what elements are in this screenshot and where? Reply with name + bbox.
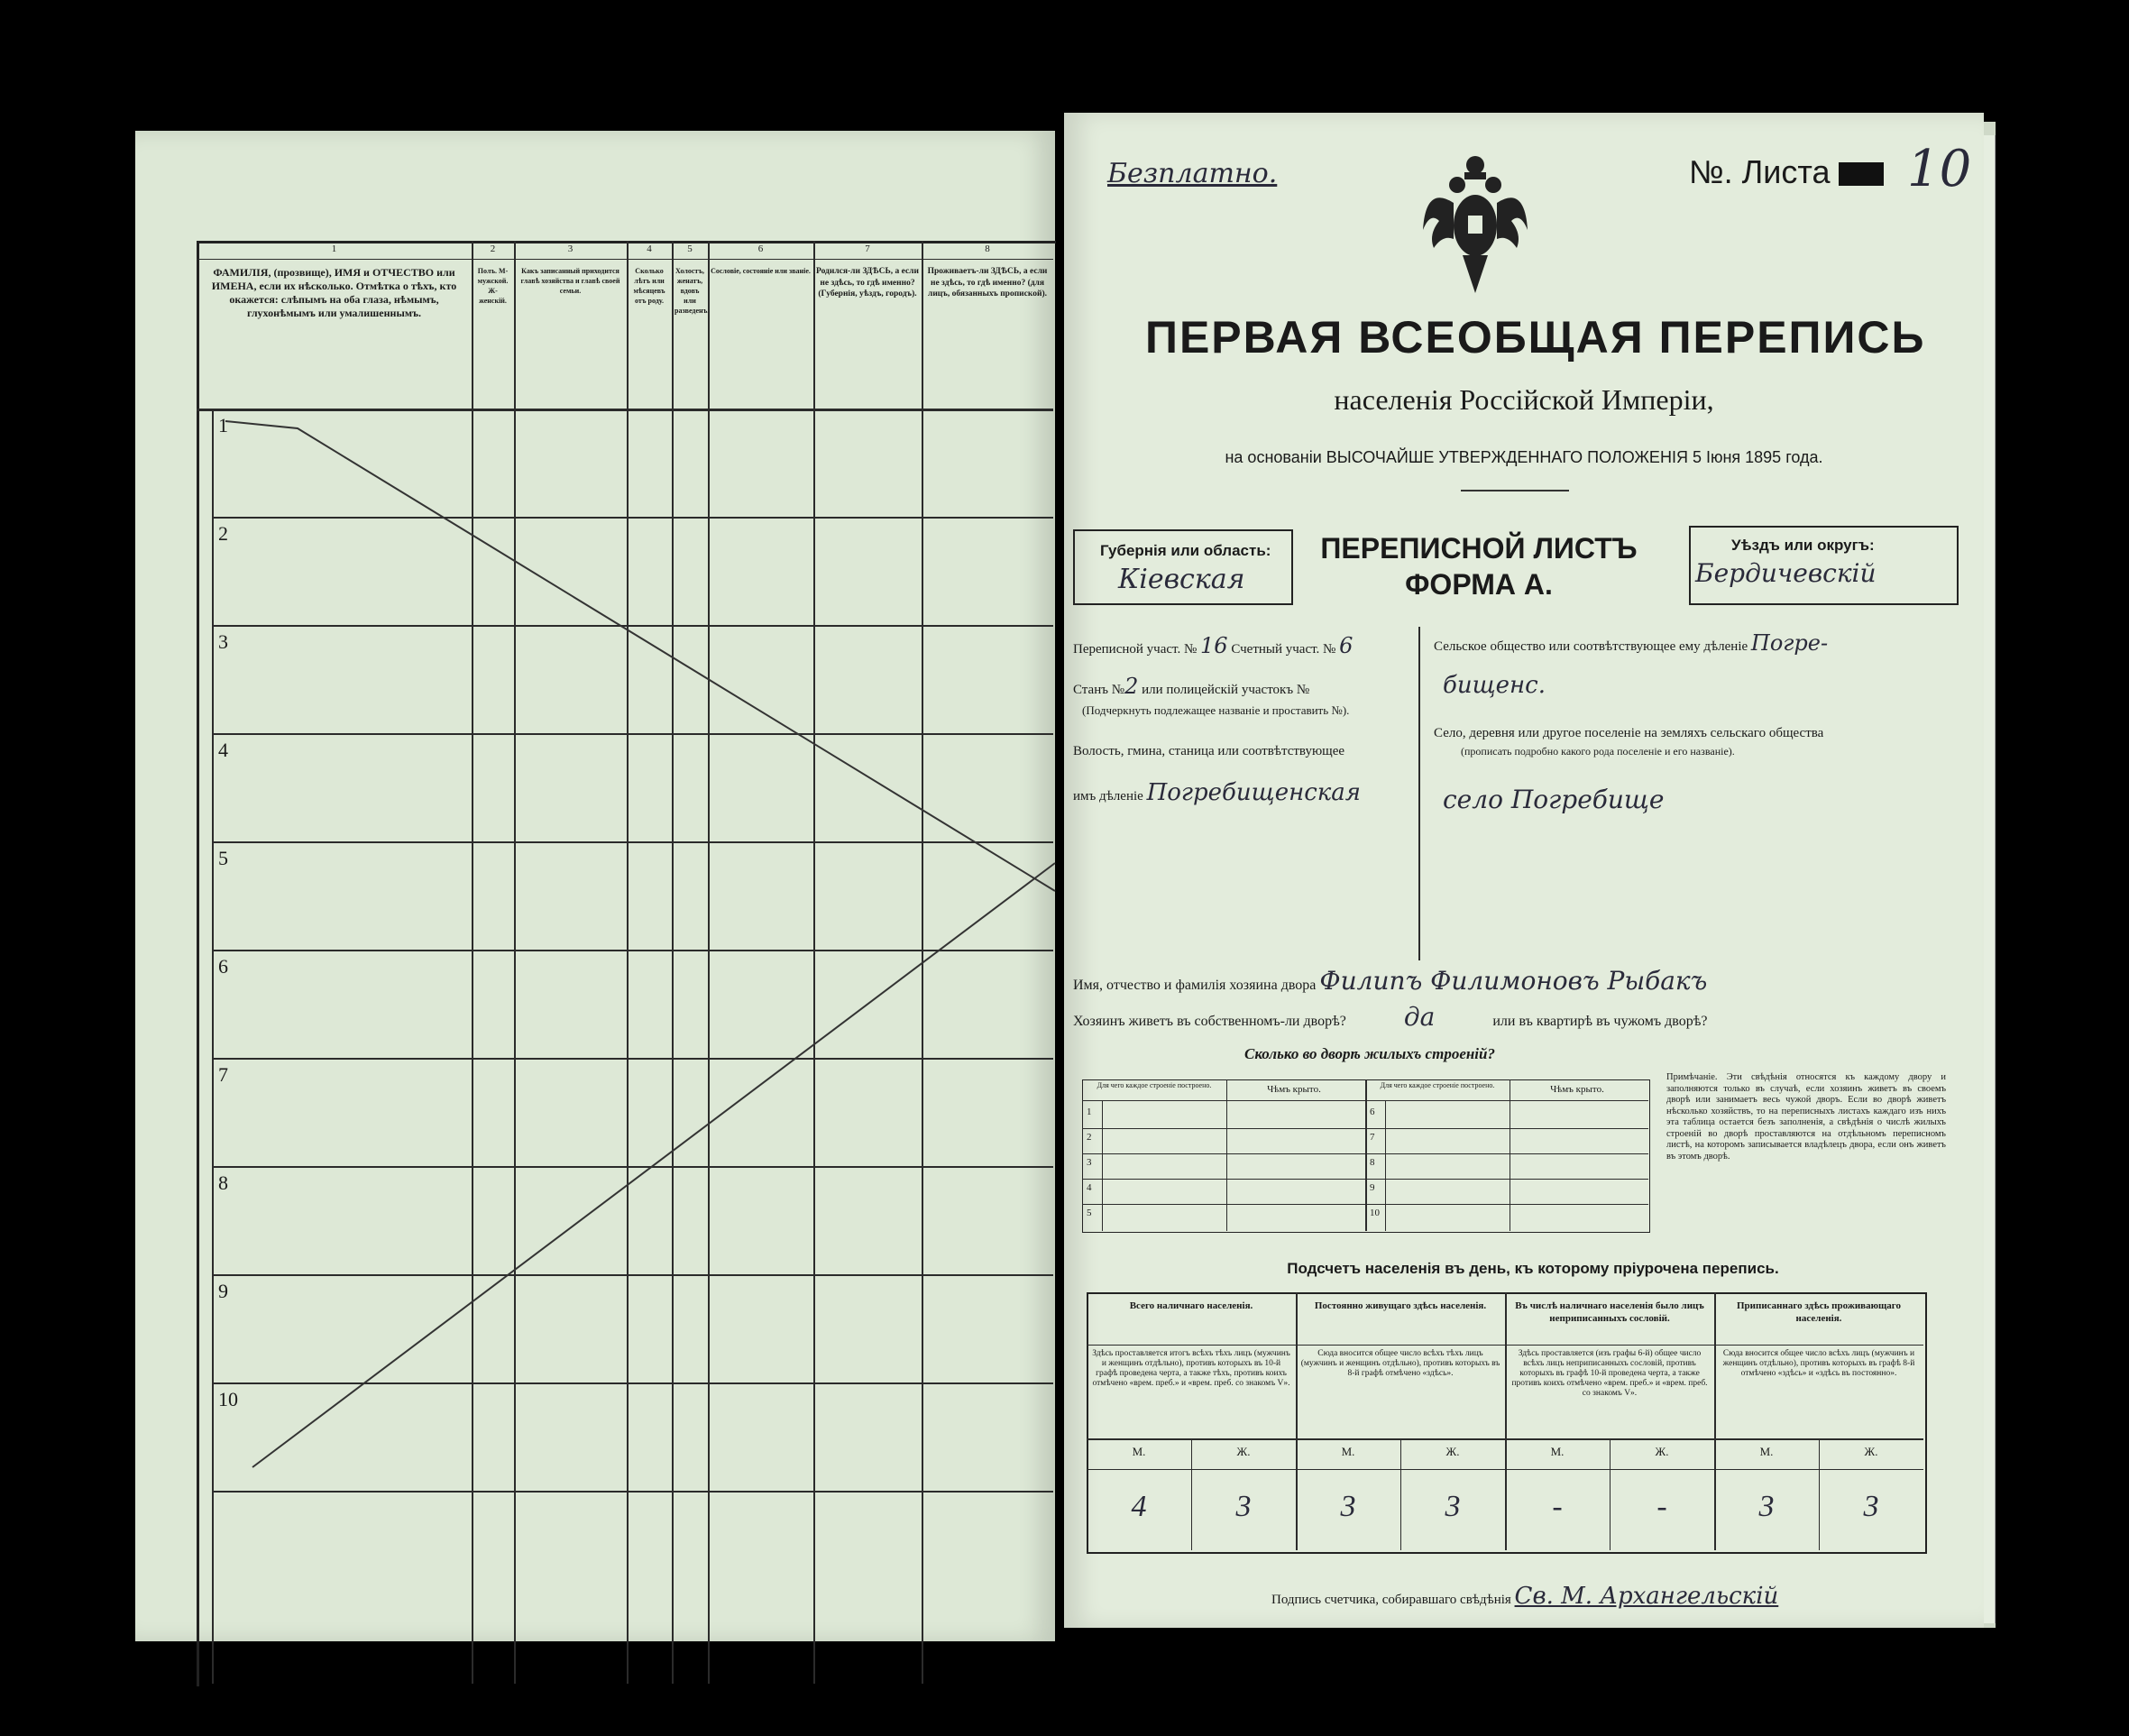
row-number: 10 bbox=[218, 1388, 238, 1410]
row-number: 3 bbox=[218, 630, 228, 653]
gubernia-label: Губернія или область: bbox=[1100, 542, 1271, 559]
building-row-number: 10 bbox=[1370, 1208, 1380, 1218]
count-value: - bbox=[1552, 1490, 1563, 1523]
building-row-number: 7 bbox=[1370, 1132, 1375, 1143]
left-page bbox=[135, 131, 1055, 1641]
buildings-label: Сколько во дворѣ жилыхъ строеній? bbox=[1244, 1045, 1495, 1062]
row-number: 6 bbox=[218, 955, 228, 978]
legal-basis: на основаніи ВЫСОЧАЙШЕ УТВЕРЖДЕННАГО ПОЛОЖЕНІЯ 5 Іюня 1895 года. bbox=[1225, 448, 1823, 466]
column-header: Родился-ли ЗДѢСЬ, а если не здѣсь, то гдѣ именно? (Губернія, уѣздъ, городъ). bbox=[816, 267, 919, 299]
building-row-number: 5 bbox=[1087, 1208, 1092, 1218]
sex-label: М. bbox=[1550, 1445, 1565, 1458]
lives-field: Хозяинъ живетъ въ собственномъ-ли дворѣ? да или въ квартирѣ въ чужомъ дворѣ? bbox=[1073, 1002, 1708, 1032]
stan-field: Станъ №2 или полицейскій участокъ № bbox=[1073, 674, 1310, 699]
uchastok-field: Переписной участ. № 16 Счетный участ. № 6 bbox=[1073, 633, 1354, 658]
count-value: 3 bbox=[1235, 1490, 1252, 1523]
column-header: Сколько лѣтъ или мѣсяцевъ отъ роду. bbox=[633, 267, 665, 305]
row-number: 1 bbox=[218, 414, 228, 436]
column-number: 6 bbox=[757, 243, 764, 254]
row-number: 5 bbox=[218, 847, 228, 869]
selo-note: (прописать подробно какого рода поселеніе и его названіе). bbox=[1461, 745, 1735, 758]
column-header: Сословіе, состояніе или званіе. bbox=[711, 267, 811, 275]
building-row-number: 3 bbox=[1087, 1157, 1092, 1168]
column-number: 7 bbox=[865, 243, 870, 254]
census-subtitle: населенія Россійской Имперіи, bbox=[1334, 383, 1714, 416]
sex-label: Ж. bbox=[1655, 1445, 1669, 1458]
redaction-block bbox=[1839, 162, 1884, 186]
buildings-note: Примѣчаніе. Эти свѣдѣнія относятся къ каждому двору и заполняются только въ случаѣ, если хозяинъ живетъ въ своемъ дворѣ или занимаетъ весь чужой дворъ. Если во дворѣ живетъ нѣсколько хозяйствъ, то на переписныхъ листахъ каждаго изъ нихъ эта таблица остается безъ заполненія, а свѣдѣнія о числѣ жилыхъ строеній во дворѣ проставляются на отдѣльномъ переписномъ листѣ, на которомъ записывается владѣлецъ двора, если онъ живетъ въ этомъ дворѣ. bbox=[1666, 1072, 1946, 1162]
obshchestvo-value-cont: бищенс. bbox=[1443, 672, 1546, 699]
count-group-desc: Здѣсь проставляется итогъ всѣхъ тѣхъ лицъ (мужчинъ и женщинъ отдѣльно), противъ которыхъ въ 10-й графѣ проведена черта, а также тѣхъ, противъ коихъ отмѣчено «врем. преб.» и «врем. преб. со знакомъ V». bbox=[1092, 1349, 1290, 1388]
count-group-head: Приписаннаго здѣсь проживающаго населенія. bbox=[1736, 1300, 1902, 1324]
stan-note: (Подчеркнуть подлежащее названіе и проставить №). bbox=[1082, 703, 1350, 717]
building-row-number: 9 bbox=[1370, 1182, 1375, 1193]
count-value: 3 bbox=[1758, 1490, 1775, 1523]
count-value: 3 bbox=[1863, 1490, 1879, 1523]
row-number: 2 bbox=[218, 522, 228, 545]
double-headed-eagle-emblem bbox=[1421, 149, 1529, 302]
column-header: Холостъ, женатъ, вдовъ или разведенъ. bbox=[674, 267, 710, 315]
count-group-head: Постоянно живущаго здѣсь населенія. bbox=[1314, 1300, 1487, 1311]
census-title: ПЕРВАЯ ВСЕОБЩАЯ ПЕРЕПИСЬ bbox=[1145, 312, 1926, 363]
row-number: 8 bbox=[218, 1171, 228, 1194]
sheet-number-handwritten: 10 bbox=[1907, 140, 1972, 198]
sex-label: Ж. bbox=[1445, 1445, 1460, 1458]
count-title: Подсчетъ населенія въ день, къ которому пріурочена перепись. bbox=[1287, 1260, 1779, 1277]
column-header: Проживаетъ-ли ЗДѢСЬ, а если не здѣсь, то гдѣ именно? (для лицъ, обязанныхъ пропиской). bbox=[927, 267, 1048, 299]
signature-field: Подпись счетчика, собиравшаго свѣдѣнія Св. М. Архангельскій bbox=[1271, 1583, 1779, 1610]
column-number: 1 bbox=[331, 243, 337, 254]
column-number: 2 bbox=[490, 243, 496, 254]
building-purpose-head: Для чего каждое строеніе построено. bbox=[1097, 1081, 1212, 1089]
column-number: 8 bbox=[985, 243, 990, 254]
volost-field: имъ дѣленіе Погребищенская bbox=[1073, 779, 1362, 806]
volost-label: Волость, гмина, станица или соотвѣтствующее bbox=[1073, 744, 1345, 758]
right-page bbox=[1064, 113, 1984, 1628]
building-row-number: 1 bbox=[1087, 1107, 1092, 1117]
building-roof-head: Чѣмъ крыто. bbox=[1267, 1084, 1321, 1095]
column-header: ФАМИЛІЯ, (прозвище), ИМЯ и ОТЧЕСТВО или ИМЕНА, если их нѣсколько. Отмѣтка о тѣхъ, кто окажется: слѣпымъ на оба глаза, нѣмымъ, глухонѣмымъ или умалишеннымъ. bbox=[211, 266, 457, 319]
gubernia-value: Кіевская bbox=[1118, 564, 1245, 595]
column-number: 3 bbox=[567, 243, 574, 254]
count-group-desc: Здѣсь проставляется (изъ графы 6-й) общее число всѣхъ лицъ неприписанныхъ сословій, противъ которыхъ въ графѣ 10-й проведена черта, а также противъ коихъ отмѣчено «врем. преб.» и «врем. преб. со знакомъ V». bbox=[1511, 1349, 1708, 1398]
building-roof-head: Чѣмъ крыто. bbox=[1550, 1084, 1604, 1095]
column-header: Какъ записанный приходится главѣ хозяйства и главѣ своей семьи. bbox=[520, 267, 620, 295]
count-value: - bbox=[1656, 1490, 1667, 1523]
obshchestvo-field: Сельское общество или соотвѣтствующее ему дѣленіе Погре- bbox=[1434, 630, 1829, 656]
row-number: 4 bbox=[218, 739, 228, 761]
count-value: 3 bbox=[1340, 1490, 1356, 1523]
selo-label: Село, деревня или другое поселеніе на земляхъ сельскаго общества bbox=[1434, 726, 1824, 740]
building-row-number: 6 bbox=[1370, 1107, 1375, 1117]
sheet-type: ПЕРЕПИСНОЙ ЛИСТЪ bbox=[1320, 532, 1638, 565]
sex-label: Ж. bbox=[1236, 1445, 1251, 1458]
row-number: 7 bbox=[218, 1063, 228, 1086]
row-number: 9 bbox=[218, 1280, 228, 1302]
count-value: 3 bbox=[1445, 1490, 1461, 1523]
count-group-head: Въ числѣ наличнаго населенія было лицъ неприписанныхъ сословій. bbox=[1515, 1300, 1704, 1324]
sheet-number-label: №. Листа bbox=[1689, 153, 1884, 191]
ornament-divider bbox=[1461, 490, 1569, 491]
uezd-label: Уѣздъ или округъ: bbox=[1731, 537, 1875, 554]
column-header: Полъ. М-мужской. Ж-женскій. bbox=[477, 267, 509, 305]
column-number: 5 bbox=[687, 243, 693, 254]
free-label: Безплатно. bbox=[1107, 158, 1278, 189]
building-row-number: 2 bbox=[1087, 1132, 1092, 1143]
building-purpose-head: Для чего каждое строеніе построено. bbox=[1380, 1081, 1495, 1089]
sex-label: Ж. bbox=[1864, 1445, 1878, 1458]
count-group-desc: Сюда вносится общее число всѣхъ тѣхъ лицъ (мужчинъ и женщинъ отдѣльно), противъ которыхъ въ 8-й графѣ отмѣчено «здѣсь». bbox=[1300, 1349, 1500, 1378]
count-value: 4 bbox=[1131, 1490, 1147, 1523]
count-group-desc: Сюда вносится общее число всѣхъ лицъ (мужчинъ и женщинъ отдѣльно), противъ которыхъ въ графѣ 8-й отмѣчено «здѣсь» и «здѣсь въ постоянно». bbox=[1722, 1349, 1915, 1378]
sex-label: М. bbox=[1132, 1445, 1146, 1458]
sex-label: М. bbox=[1759, 1445, 1774, 1458]
cancellation-lines bbox=[135, 131, 1055, 1641]
uezd-value: Бердичевскій bbox=[1695, 558, 1877, 588]
form-label: ФОРМА А. bbox=[1405, 568, 1553, 601]
column-number: 4 bbox=[647, 243, 652, 254]
selo-value: село Погребище bbox=[1443, 785, 1665, 814]
building-row-number: 4 bbox=[1087, 1182, 1092, 1193]
count-group-head: Всего наличнаго населенія. bbox=[1129, 1300, 1253, 1311]
owner-field: Имя, отчество и фамилія хозяина двора Филипъ Филимоновъ Рыбакъ bbox=[1073, 966, 1708, 996]
sex-label: М. bbox=[1341, 1445, 1355, 1458]
building-row-number: 8 bbox=[1370, 1157, 1375, 1168]
